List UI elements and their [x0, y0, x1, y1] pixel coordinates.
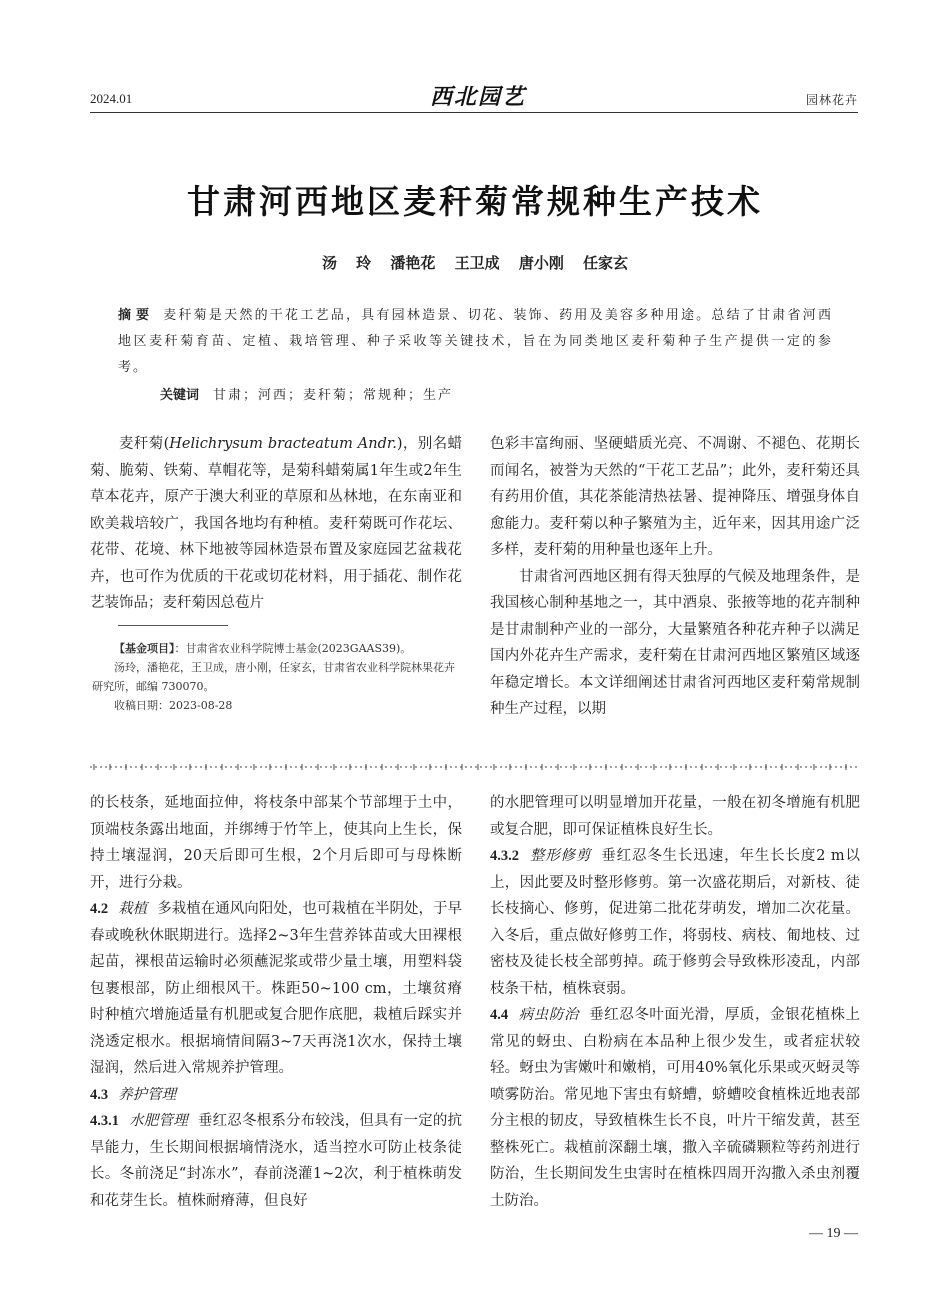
intro-paragraph-1: 麦秆菊(Helichrysum bracteatum Andr.)，别名蜡菊、脆菊、铁菊、草帽花等，是菊科蜡菊属1年生或2年生草本花卉，原产于澳大利亚的草原和丛林地，在东南亚和欧美栽培较广，我国各地均有种植。麦秆菊既可作花坛、花带、花境、林下地被等园林造景布置及家庭园艺盆栽花卉，也可作为优质的干花或切花材料，用于插花、制作花艺装饰品；麦秆菊因总苞片 [90, 436, 462, 611]
body-right-paragraph-cont: 的水肥管理可以明显增加开花量，一般在初冬增施有机肥或复合肥，即可保证植株良好生长。 [490, 795, 860, 838]
section-4-2-title: 栽植 [118, 901, 148, 917]
abstract-text: 麦秆菊是天然的干花工艺品，具有园林造景、切花、装饰、药用及美容多种用途。总结了甘肃省河西地区麦秆菊育苗、定植、栽培管理、种子采收等关键技术，旨在为同类地区麦秆菊种子生产提供一定的参考。 [118, 308, 833, 375]
section-4-3-1: 4.3.1 水肥管理 垂红忍冬根系分布较浅，但具有一定的抗旱能力，生长期间根据墒情浇水，适当控水可防止枝条徒长。冬前浇足“封冻水”，春前浇灌1~2次，利于植株萌发和花芽生长。植株耐瘠薄，但良好 [90, 1113, 463, 1209]
footnote-rule [118, 625, 228, 626]
page-number: — 19 — [809, 1226, 858, 1241]
issue-date: 2024.01 [90, 91, 133, 106]
section-4-3-2-title: 整形修剪 [529, 848, 592, 864]
body-left-column [90, 790, 462, 1214]
received-date: 收稿日期：2023-08-28 [114, 699, 233, 712]
section-4-3: 4.3 养护管理 [90, 1086, 177, 1103]
keywords-text: 甘肃；河西；麦秆菊；常规种；生产 [213, 388, 454, 403]
intro-right-column [490, 431, 860, 723]
abstract [118, 303, 833, 381]
latin-name: Helichrysum bracteatum Andr. [169, 436, 397, 452]
intro-paragraph-1-cont: 色彩丰富绚丽、坚硬蜡质光亮、不凋谢、不褪色、花期长而闻名，被誉为天然的“干花工艺品”；此外，麦秆菊还具有药用价值，其花茶能清热祛暑、提神降压、增强身体自愈能力。麦秆菊以种子繁殖为主，近年来，因其用途广泛多样，麦秆菊的用种量也逐年上升。 [490, 436, 860, 558]
section-4-3-2: 4.3.2 整形修剪 垂红忍冬生长迅速，年生长长度2 m以上，因此要及时整形修剪。第一次盛花期后，对新枝、徒长枝摘心、修剪，促进第二批花芽萌发，增加二次花量。入冬后，重点做好修剪工作，将弱枝、病枝、匍地枝、过密枝及徒长枝全部剪掉。疏于修剪会导致株形凌乱，内部枝条干枯，植株衰弱。 [490, 848, 860, 997]
section-4-3-title: 养护管理 [118, 1086, 177, 1103]
section-4-4: 4.4 病虫防治 垂红忍冬叶面光滑，厚质，金银花植株上常见的蚜虫、白粉病在本品种上很少发生，或者症状较轻。蚜虫为害嫩叶和嫩梢，可用40%氧化乐果或灭蚜灵等喷雾防治。常见地下害虫有蛴螬，蛴螬咬食植株近地表部分主根的韧皮，导致植株生长不良，叶片干缩发黄，甚至整株死亡。栽植前深翻土壤，撒入辛硫磷颗粒等药剂进行防治，生长期间发生虫害时在植株四周开沟撒入杀虫剂覆土防治。 [490, 1007, 861, 1209]
abstract-label: 摘 要 [118, 308, 150, 323]
keywords [160, 384, 453, 403]
article-title: 甘肃河西地区麦秆菊常规种生产技术 [187, 182, 763, 221]
fund-label: 【基金项目】 [114, 642, 175, 655]
author-list: 汤 玲 潘艳花 王卫成 唐小刚 任家玄 [321, 254, 629, 272]
body-paragraph-cont: 的长枝条，延地面拉伸，将枝条中部某个节部埋于土中，顶端枝条露出地面，并绑缚于竹竿上，使其向上生长，保持土壤湿润，20天后即可生根，2个月后即可与母株断开，进行分栽。 [90, 795, 462, 891]
section-4-4-title: 病虫防治 [518, 1007, 580, 1023]
footnote [92, 639, 464, 715]
author-affiliation: 汤玲，潘艳花，王卫成，唐小刚，任家玄，甘肃省农业科学院林果花卉研究所，邮编 730070。 [92, 661, 455, 693]
header-rule [90, 112, 858, 113]
journal-logo: 西北园艺 [430, 84, 527, 110]
keywords-label: 关键词 [160, 388, 200, 403]
section-4-3-1-title: 水肥管理 [129, 1113, 188, 1129]
body-right-column [490, 790, 860, 1214]
section-separator [90, 762, 858, 772]
section-name: 园林花卉 [805, 93, 858, 107]
intro-paragraph-2: 甘肃省河西地区拥有得天独厚的气候及地理条件，是我国核心制种基地之一，其中酒泉、张掖等地的花卉制种是甘肃制种产业的一部分，大量繁殖各种花卉种子以满足国内外花卉生产需求，麦秆菊在甘肃河西地区繁殖区域逐年稳定增长。本文详细阐述甘肃省河西地区麦秆菊常规制种生产过程，以期 [490, 568, 860, 717]
intro-left-column [90, 431, 462, 617]
section-4-2: 4.2 栽植 多栽植在通风向阳处，也可栽植在半阴处，于早春或晚秋休眠期进行。选择2~3年生营养钵苗或大田裸根起苗，裸根苗运输时必须蘸泥浆或带少量土壤，用塑料袋包裹根部，防止细根风干。株距50~100 cm，土壤贫瘠时种植穴增施适量有机肥或复合肥作底肥，栽植后踩实并浇透定根水。根据墒情间隔3~7天再浇1次水，保持土壤湿润，然后进入常规养护管理。 [90, 901, 463, 1076]
fund-text: ：甘肃省农业科学院博士基金(2023GAAS39)。 [174, 642, 412, 655]
